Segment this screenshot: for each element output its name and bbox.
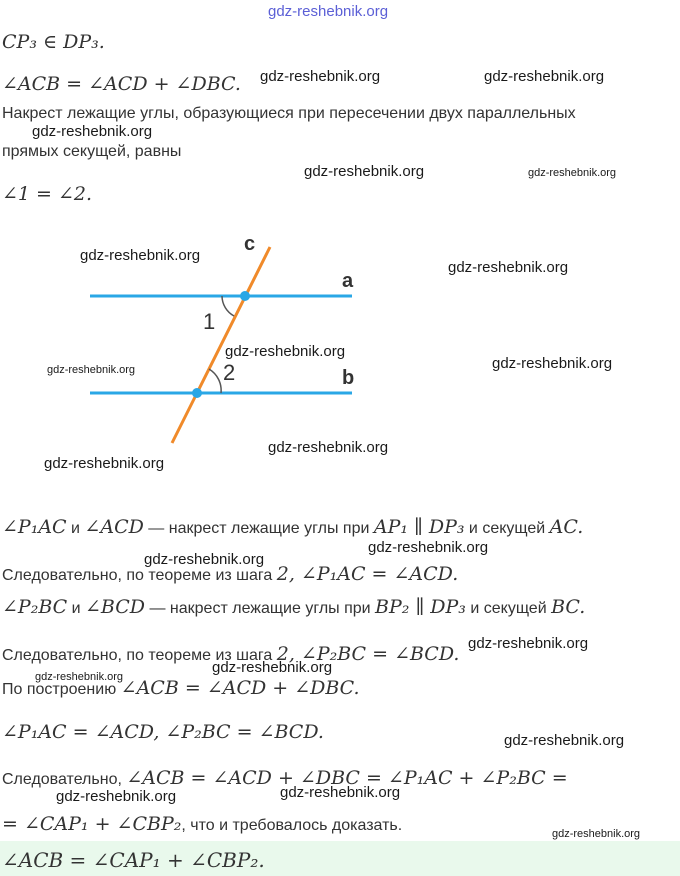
watermark: gdz-reshebnik.org	[268, 3, 389, 20]
watermark: gdz-reshebnik.org	[304, 163, 425, 180]
watermark: gdz-reshebnik.org	[260, 68, 381, 85]
watermark: gdz-reshebnik.org	[35, 671, 124, 683]
formula-line: ∠P₁AC = ∠ACD, ∠P₂BC = ∠BCD.	[2, 721, 324, 743]
watermark: gdz-reshebnik.org	[468, 635, 589, 652]
formula-line: ∠1 = ∠2.	[2, 183, 93, 205]
text-line: прямых секущей, равны	[2, 143, 182, 160]
proof-line	[2, 815, 402, 834]
watermark: gdz-reshebnik.org	[368, 539, 489, 556]
angle-1-arc	[222, 296, 234, 316]
text-line: Накрест лежащие углы, образующиеся при пересечении двух параллельных	[2, 105, 576, 122]
math-span: 2, ∠P₁AC = ∠ACD.	[276, 563, 459, 585]
watermark: gdz-reshebnik.org	[47, 364, 136, 376]
text-span: и	[66, 520, 85, 537]
watermark: gdz-reshebnik.org	[32, 123, 153, 140]
math-span: ∠ACB = ∠ACD + ∠DBC = ∠P₁AC + ∠P₂BC =	[126, 767, 568, 789]
text-span: и	[67, 600, 86, 617]
math-span: BP₂ ∥ DP₃	[375, 596, 466, 618]
angle-2-label: 2	[223, 360, 236, 385]
proof-line	[2, 679, 360, 698]
math-span: 2, ∠P₂BC = ∠BCD.	[276, 643, 460, 665]
watermark: gdz-reshebnik.org	[225, 343, 346, 360]
text-span: и секущей	[465, 600, 552, 617]
watermark: gdz-reshebnik.org	[212, 659, 333, 676]
text-span: — накрест лежащие углы при	[143, 520, 374, 537]
text-span: Следовательно,	[2, 771, 127, 788]
answer-formula: ∠ACB = ∠CAP₁ + ∠CBP₂.	[2, 848, 265, 872]
watermark: gdz-reshebnik.org	[504, 732, 625, 749]
math-span: AC.	[549, 516, 584, 538]
math-span: BC.	[551, 596, 586, 618]
math-span: ∠BCD	[85, 596, 146, 618]
watermark: gdz-reshebnik.org	[56, 788, 177, 805]
math-span: ∠P₂BC	[2, 596, 68, 618]
math-span: AP₁ ∥ DP₃	[373, 516, 465, 538]
math-span: = ∠CAP₁ + ∠CBP₂	[2, 813, 182, 835]
formula-line: CP₃ ∈ DP₃.	[2, 31, 105, 53]
angle-1-label: 1	[203, 309, 216, 334]
text-span: Следовательно, по теореме из шага	[2, 647, 277, 664]
text-span: и секущей	[464, 520, 550, 537]
angle-2-arc	[209, 369, 221, 393]
watermark: gdz-reshebnik.org	[280, 784, 401, 801]
watermark: gdz-reshebnik.org	[528, 167, 617, 179]
watermark: gdz-reshebnik.org	[144, 551, 265, 568]
intersection-a	[240, 291, 250, 301]
label-c: c	[244, 233, 256, 255]
proof-line	[2, 598, 585, 617]
watermark: gdz-reshebnik.org	[484, 68, 605, 85]
formula-line: ∠ACB = ∠ACD + ∠DBC.	[2, 73, 241, 95]
math-span: ∠ACB = ∠ACD + ∠DBC.	[120, 677, 360, 699]
watermark: gdz-reshebnik.org	[268, 439, 389, 456]
label-b: b	[342, 367, 355, 389]
proof-line	[2, 565, 458, 584]
math-span: ∠ACD	[84, 516, 144, 538]
text-span: , что и требовалось доказать.	[181, 817, 403, 834]
watermark: gdz-reshebnik.org	[448, 259, 569, 276]
answer-box	[0, 841, 680, 876]
math-span: ∠P₁AC	[2, 516, 67, 538]
text-span: По построению	[2, 681, 121, 698]
watermark: gdz-reshebnik.org	[80, 247, 201, 264]
label-a: a	[342, 270, 354, 292]
watermark: gdz-reshebnik.org	[492, 355, 613, 372]
watermark: gdz-reshebnik.org	[44, 455, 165, 472]
watermark: gdz-reshebnik.org	[552, 828, 641, 840]
text-span: — накрест лежащие углы при	[145, 600, 376, 617]
proof-line	[2, 518, 583, 537]
intersection-b	[192, 388, 202, 398]
text-span: Следовательно, по теореме из шага	[2, 567, 277, 584]
